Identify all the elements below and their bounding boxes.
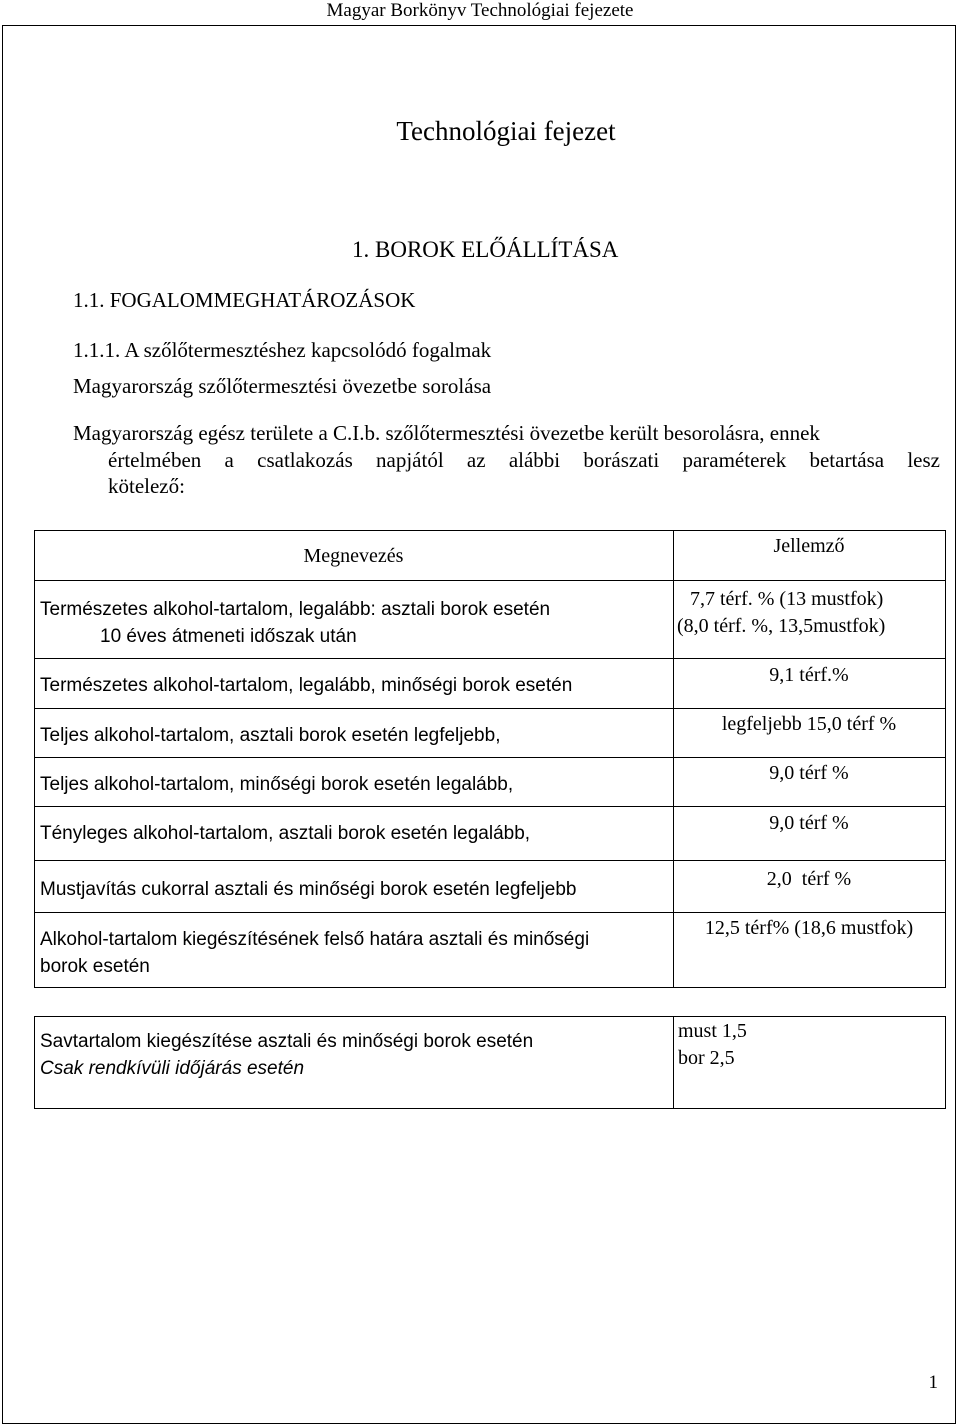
table-row-line: [34, 708, 946, 709]
table-row-value: 7,7 térf. % (13 mustfok): [690, 588, 884, 610]
table-row-name: Természetes alkohol-tartalom, legalább, minőségi borok esetén: [40, 675, 573, 696]
table-row-value: 12,5 térf% (18,6 mustfok): [704, 917, 914, 939]
table2-divider-column: [673, 1016, 674, 1109]
table-row-value: must 1,5: [678, 1020, 747, 1042]
running-header: Magyar Borkönyv Technológiai fejezete: [326, 0, 634, 21]
table-row-value: 9,0 térf %: [769, 762, 849, 784]
table-row-name: Mustjavítás cukorral asztali és minőségi borok esetén legfeljebb: [40, 879, 577, 900]
table-row-line: [34, 912, 946, 913]
table-row-name-note: Csak rendkívüli időjárás esetén: [40, 1058, 305, 1079]
subsubsection-heading: 1.1.1. A szőlőtermesztéshez kapcsolódó fogalmak: [73, 338, 492, 362]
table-row-line: [34, 757, 946, 758]
paragraph-line-1: Magyarország egész területe a C.I.b. szőlőtermesztési övezetbe került besorolásra, ennek: [73, 421, 820, 445]
table-row-name-cont: 10 éves átmeneti időszak után: [100, 626, 357, 647]
table-header-value: Jellemző: [773, 535, 845, 557]
table-row-name: Teljes alkohol-tartalom, asztali borok esetén legfeljebb,: [40, 725, 501, 746]
table-row-value-cont: bor 2,5: [678, 1047, 735, 1069]
table-border-left: [34, 530, 35, 988]
table-row-line: [34, 860, 946, 861]
table-row-name: Teljes alkohol-tartalom, minőségi borok esetén legalább,: [40, 774, 514, 795]
page-number: 1: [928, 1372, 938, 1393]
subsection-heading: 1.1. FOGALOMMEGHATÁROZÁSOK: [73, 288, 416, 312]
table-row-name: Savtartalom kiegészítése asztali és minőségi borok esetén: [40, 1031, 534, 1052]
table-row-value-cont: (8,0 térf. %, 13,5mustfok): [677, 615, 886, 637]
table-row-value: 2,0 térf %: [766, 868, 852, 890]
table-row-value: legfeljebb 15,0 térf %: [721, 713, 897, 735]
table2-border-bottom: [34, 1108, 946, 1109]
table2-border-top: [34, 1016, 946, 1017]
table-row-name: Alkohol-tartalom kiegészítésének felső határa asztali és minőségi: [40, 929, 590, 950]
table-row-line: [34, 580, 946, 581]
page-title: Technológiai fejezet: [396, 116, 616, 146]
subtitle: Magyarország szőlőtermesztési övezetbe sorolása: [73, 374, 492, 398]
table-row-name-cont: borok esetén: [40, 956, 150, 977]
paragraph-line-2: értelmében a csatlakozás napjától az alábbi borászati paraméterek betartása lesz: [108, 448, 940, 472]
table-row-line: [34, 806, 946, 807]
table-row-line: [34, 658, 946, 659]
table2-border-right: [945, 1016, 946, 1109]
table-border-bottom: [34, 987, 946, 988]
table-border-right: [945, 530, 946, 988]
table2-border-left: [34, 1016, 35, 1109]
table-row-name: Tényleges alkohol-tartalom, asztali borok esetén legalább,: [40, 823, 531, 844]
paragraph-line-3: kötelező:: [108, 474, 185, 498]
table-border-top: [34, 530, 946, 531]
table-row-name: Természetes alkohol-tartalom, legalább: asztali borok esetén: [40, 599, 551, 620]
table-header-name: Megnevezés: [303, 545, 404, 567]
table-row-value: 9,1 térf.%: [769, 664, 849, 686]
section-heading: 1. BOROK ELŐÁLLÍTÁSA: [352, 237, 619, 262]
table-row-value: 9,0 térf %: [769, 812, 849, 834]
